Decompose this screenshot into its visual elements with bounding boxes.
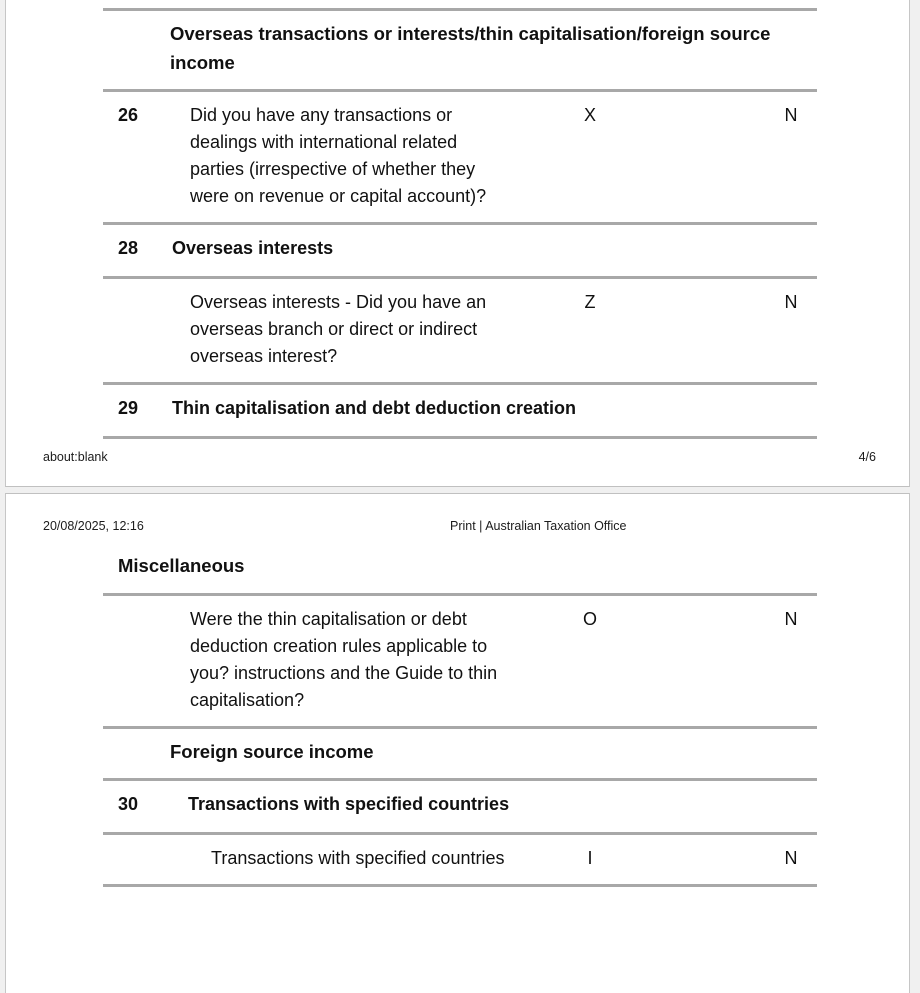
- question-label: [188, 791, 817, 818]
- code-value: O: [582, 609, 597, 629]
- answer-value: N: [784, 609, 798, 629]
- answer-value: N: [784, 292, 798, 312]
- horizontal-rule: [103, 884, 817, 887]
- question-number: 29: [118, 398, 139, 418]
- footer-url: about:blank: [43, 450, 108, 464]
- label-line: you? instructions and the Guide to thin: [190, 663, 498, 683]
- question-label: [172, 395, 817, 422]
- question-table: [103, 0, 817, 439]
- question-number: 28: [118, 238, 139, 258]
- question-label: [172, 235, 817, 262]
- label-line: Thin capitalisation and debt deduction creation: [172, 398, 577, 418]
- label-line: Miscellaneous: [118, 555, 245, 576]
- question-table: [103, 494, 817, 887]
- row-title: [103, 544, 817, 593]
- question-number: 30: [118, 794, 139, 814]
- label-line: Transactions with specified countries: [188, 794, 510, 814]
- label-line: capitalisation?: [190, 690, 305, 710]
- label-line: deduction creation rules applicable to: [190, 636, 488, 656]
- label-line: income: [170, 52, 235, 73]
- row-heading: [103, 385, 817, 436]
- print-page-5: [5, 493, 910, 993]
- label-line: Overseas transactions or interests/thin capitalisation/foreign source: [170, 23, 771, 44]
- label-line: were on revenue or capital account)?: [190, 186, 487, 206]
- row-question: [103, 835, 817, 884]
- question-number: 26: [118, 105, 139, 125]
- header-date: 20/08/2025, 12:16: [43, 519, 144, 533]
- question-label: [170, 19, 817, 77]
- label-line: dealings with international related: [190, 132, 458, 152]
- question-label: [190, 606, 817, 714]
- label-line: parties (irrespective of whether they: [190, 159, 476, 179]
- row-question: [103, 279, 817, 382]
- row-heading: [103, 225, 817, 276]
- horizontal-rule: [103, 436, 817, 439]
- header-title: Print | Australian Taxation Office: [450, 519, 627, 533]
- question-label: [118, 551, 817, 580]
- question-label: [170, 737, 817, 766]
- row-heading: [103, 781, 817, 832]
- question-label: [211, 845, 817, 872]
- print-page-4: [5, 0, 910, 487]
- code-value: X: [583, 105, 596, 125]
- answer-value: N: [784, 105, 798, 125]
- question-label: [190, 289, 817, 370]
- label-line: overseas branch or direct or indirect: [190, 319, 478, 339]
- label-line: Transactions with specified countries: [211, 848, 505, 868]
- label-line: Did you have any transactions or: [190, 105, 453, 125]
- question-label: [190, 102, 817, 210]
- label-line: Were the thin capitalisation or debt: [190, 609, 467, 629]
- answer-value: N: [784, 848, 798, 868]
- label-line: Overseas interests: [172, 238, 334, 258]
- row-section: [103, 11, 817, 89]
- row-question: [103, 596, 817, 726]
- label-line: Foreign source income: [170, 741, 374, 762]
- row-question: [103, 92, 817, 222]
- label-line: Overseas interests - Did you have an: [190, 292, 487, 312]
- page-indicator: 4/6: [858, 450, 876, 464]
- code-value: I: [587, 848, 593, 868]
- row-section: [103, 729, 817, 778]
- code-value: Z: [584, 292, 596, 312]
- label-line: overseas interest?: [190, 346, 338, 366]
